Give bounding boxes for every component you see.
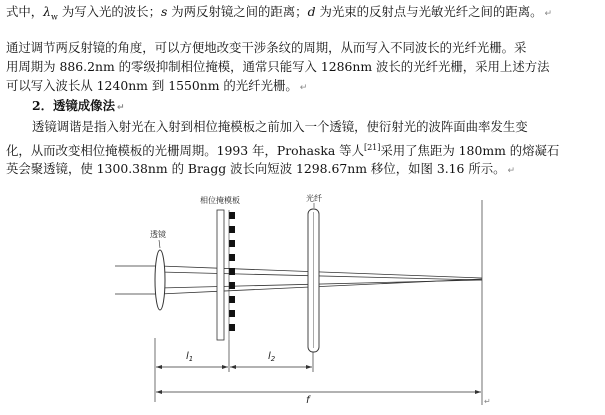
para2-line-2-tail: 采用了焦距为 180mm 的熔凝石 [380,143,560,159]
return-mark: ↵ [116,103,125,113]
lens-tuning-figure [0,190,605,415]
f-label: f [306,395,310,406]
l2-label: $l_2$ [268,351,276,363]
s-symbol: s [160,4,168,19]
citation: [21] [363,143,381,152]
section-heading-text: 2．透镜成像法 [32,98,115,113]
return-mark: ↵ [507,166,516,176]
para2-line-2 [6,140,601,159]
f-arrow-left [156,390,162,394]
l2-arrow-left [230,365,236,369]
mask-frame [217,210,224,340]
l1-arrow-right [222,365,228,369]
return-mark: ↵ [299,83,308,93]
para2-line-1: 透镜调谐是指入射光在入射到相位掩模板之前加入一个透镜，使衍射光的波阵面曲率发生变 [32,119,528,134]
lens-shape [155,250,165,310]
l1-arrow-left [156,365,162,369]
line1-tail: 为光束的反射点与光敏光纤之间的距离。 [315,4,543,19]
para2-line-3 [6,161,601,179]
lens-label-leader [159,240,160,248]
mask-label: 相位掩模板 [200,196,240,205]
lens-label: 透镜 [150,230,166,239]
line1-mid2: 为两反射镜之间的距离； [167,4,308,19]
d-symbol: d [307,4,316,19]
f-arrow-right [475,390,481,394]
text-line-1 [6,4,601,25]
l2-arrow-right [306,365,312,369]
lambda-subscript: w [51,12,58,22]
mask-grating [229,212,235,331]
para1-line-3 [6,78,601,96]
fiber-label: 光纤 [306,194,322,203]
return-mark: ↵ [484,397,491,406]
para2-line-2-text: 化，从而改变相位掩模板的光栅周期。1993 年，Prohaska 等人 [6,143,364,159]
return-mark: ↵ [544,9,553,19]
line1-mid1: 为写入光的波长； [57,4,161,19]
line1-prefix: 式中， [6,4,44,19]
para1-line-3-text: 可以写入波长从 1240nm 到 1550nm 的光纤光栅。 [6,78,298,93]
lambda-symbol: λ [43,4,52,19]
para1-line-2: 用周期为 886.2nm 的零级抑制相位掩模，通常只能写入 1286nm 波长的光纤光栅，采用上述方法 [6,59,550,74]
section-heading [6,98,605,116]
l1-label: $l_1$ [186,351,194,363]
para1-line-1: 通过调节两反射镜的角度，可以方便地改变干涉条纹的周期，从而写入不同波长的光纤光栅。采 [6,40,527,55]
para2-line-3-text: 英会聚透镜，使 1300.38nm 的 Bragg 波长向短波 1298.67nm 移位，如图 3.16 所示。 [6,161,506,176]
